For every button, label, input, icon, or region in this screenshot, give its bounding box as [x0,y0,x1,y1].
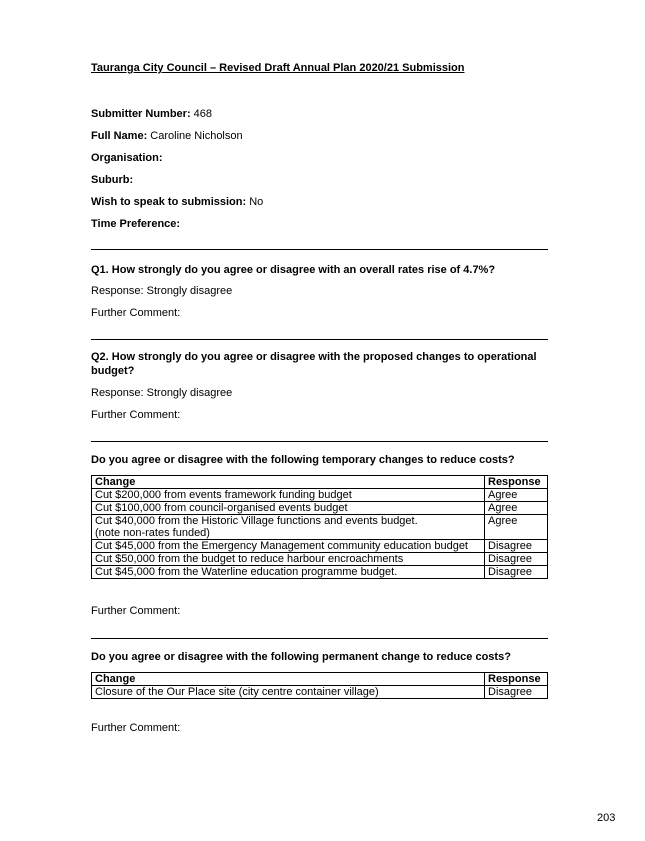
change-cell [92,515,485,540]
q2-question: Q2. How strongly do you agree or disagree with the proposed changes to operational budget? [91,351,537,377]
response-cell: Disagree [485,686,548,699]
q1-response: Response: Strongly disagree [91,285,233,297]
q2-comment: Further Comment: [91,409,181,421]
response-cell: Agree [485,502,548,515]
temp-question: Do you agree or disagree with the following temporary changes to reduce costs? [91,454,515,466]
organisation [91,152,163,164]
temp-comment: Further Comment: [91,605,181,617]
change-cell: Cut $200,000 from events framework funding budget [92,489,485,502]
change-cell: Cut $45,000 from the Emergency Management community education budget [92,540,485,553]
submitter-number-value: 468 [190,108,213,120]
q1-question: Q1. How strongly do you agree or disagree with an overall rates rise of 4.7%? [91,264,496,276]
table-row [92,515,548,540]
q1-comment: Further Comment: [91,307,181,319]
col-change-header: Change [92,476,485,489]
submitter-number [91,108,212,120]
change-cell: Cut $100,000 from council-organised events budget [92,502,485,515]
q2-response: Response: Strongly disagree [91,387,233,399]
divider [91,339,548,340]
full-name [91,130,243,142]
divider [91,249,548,250]
col-response-header: Response [485,476,548,489]
wish-to-speak [91,196,263,208]
table-row [92,502,548,515]
time-preference-label: Time Preference: [91,218,181,230]
suburb [91,174,133,186]
full-name-value: Caroline Nicholson [147,130,243,142]
table-row [92,489,548,502]
time-preference [91,218,180,230]
col-response-header: Response [485,673,548,686]
table-row [92,566,548,579]
wish-to-speak-value: No [246,196,264,208]
response-cell: Agree [485,515,548,540]
full-name-label: Full Name: [91,130,148,142]
perm-question: Do you agree or disagree with the following permanent change to reduce costs? [91,651,511,663]
table-row [92,553,548,566]
change-note: (note non-rates funded) [95,527,210,539]
change-cell: Cut $45,000 from the Waterline education programme budget. [92,566,485,579]
response-cell: Disagree [485,553,548,566]
change-cell: Closure of the Our Place site (city centre container village) [92,686,485,699]
temporary-changes-table [91,475,548,579]
table-header-row [92,476,548,489]
submitter-number-label: Submitter Number: [91,108,191,120]
organisation-label: Organisation: [91,152,163,164]
response-cell: Agree [485,489,548,502]
response-cell: Disagree [485,540,548,553]
table-row [92,540,548,553]
divider [91,638,548,639]
col-change-header: Change [92,673,485,686]
table-row [92,686,548,699]
document-title: Tauranga City Council – Revised Draft Annual Plan 2020/21 Submission [91,62,465,74]
permanent-changes-table [91,672,548,699]
page-number: 203 [597,812,616,824]
perm-comment: Further Comment: [91,722,181,734]
wish-to-speak-label: Wish to speak to submission: [91,196,247,208]
divider [91,441,548,442]
table-header-row [92,673,548,686]
change-cell: Cut $50,000 from the budget to reduce harbour encroachments [92,553,485,566]
suburb-label: Suburb: [91,174,134,186]
change-line: Cut $40,000 from the Historic Village functions and events budget. [95,515,418,527]
response-cell: Disagree [485,566,548,579]
